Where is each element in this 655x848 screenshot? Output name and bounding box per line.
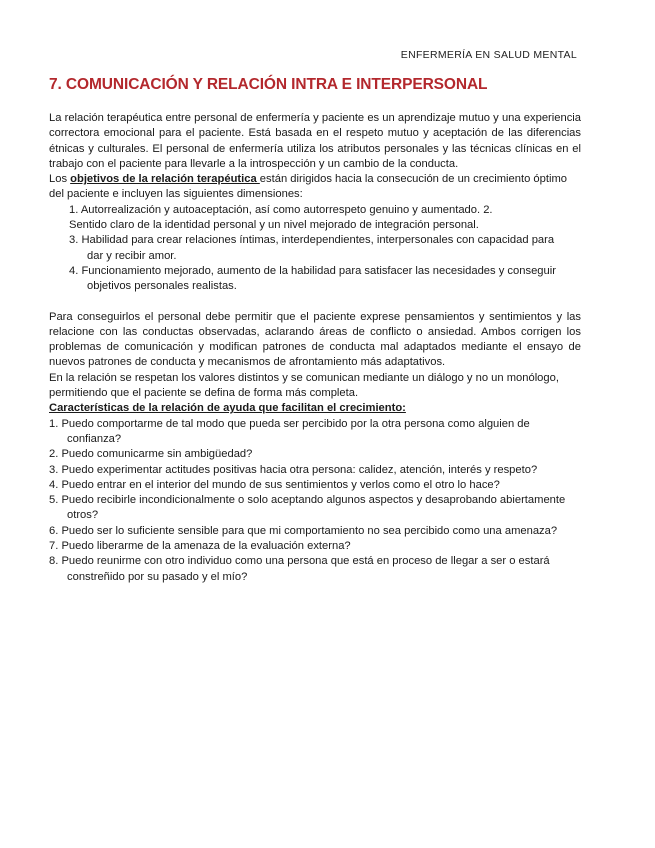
- objectives-suffix: están dirigidos hacia la consecución de un crecimiento óptimo del paciente e incluyen las siguientes dimensiones:: [49, 173, 568, 201]
- objectives-prefix: Los: [49, 173, 71, 186]
- intro-paragraph: La relación terapéutica entre personal de enfermería y paciente es un aprendizaje mutuo y una experiencia correctora emocional para el paciente. Está basada en el respeto mutuo y aceptación de las diferencias étnicas y culturales. El personal de enfermería utiliza los atributos personales y las técnicas clínicas en el trabajo con el paciente para llevarle a la introspección y un cambio de la conducta.: [49, 112, 581, 170]
- list-item: 8. Puedo reunirme con otro individuo como una persona que está en proceso de llegar a ser o estará constreñido por su pasado y el mío?: [49, 555, 550, 583]
- objective-item-2: Sentido claro de la identidad personal y un nivel mejorado de integración personal.: [69, 219, 479, 232]
- objective-item-4: 4. Funcionamiento mejorado, aumento de la habilidad para satisfacer las necesidades y conseguir objetivos personales realistas.: [69, 264, 556, 293]
- objective-item-3: 3. Habilidad para crear relaciones íntimas, interdependientes, interpersonales con capacidad para dar y recibir amor.: [69, 234, 555, 262]
- paragraph-2: Para conseguirlos el personal debe permitir que el paciente exprese pensamientos y sentimientos y las relacione con las conductas observadas, aclarando áreas de conflicto o ansiedad. Ambos corrigen los problemas de comunicación y modifican patrones de conducta mal adaptados mediante el ensayo de nuevos patrones de conducta y mecanismos de afrontamiento más adaptativos.: [49, 310, 581, 369]
- objectives-paragraph: [49, 172, 581, 203]
- section-title: 7. COMUNICACIÓN Y RELACIÓN INTRA E INTERPERSONAL: [49, 76, 488, 93]
- objectives-term: objetivos de la relación terapéutica: [70, 173, 260, 186]
- characteristics-list: [49, 417, 581, 585]
- objectives-list: [49, 203, 581, 295]
- list-item: 6. Puedo ser lo suficiente sensible para que mi comportamiento no sea percibido como una amenaza?: [49, 524, 558, 537]
- list-item: 7. Puedo liberarme de la amenaza de la evaluación externa?: [49, 540, 351, 553]
- list-item: 3. Puedo experimentar actitudes positivas hacia otra persona: calidez, atención, interés y respeto?: [49, 463, 538, 476]
- list-item: 4. Puedo entrar en el interior del mundo de sus sentimientos y verlos como el otro lo hace?: [49, 478, 500, 491]
- list-item: 5. Puedo recibirle incondicionalmente o solo aceptando algunos aspectos y desaprobando abiertamente otros?: [49, 494, 566, 522]
- list-item: 1. Puedo comportarme de tal modo que pueda ser percibido por la otra persona como alguien de confianza?: [49, 417, 530, 445]
- running-header: ENFERMERÍA EN SALUD MENTAL: [400, 49, 577, 61]
- document-body: [49, 111, 581, 585]
- objective-item-1: 1. Autorrealización y autoaceptación, así como autorrespeto genuino y aumentado. 2.: [69, 203, 493, 216]
- paragraph-3: En la relación se respetan los valores distintos y se comunican mediante un diálogo y no un monólogo, permitiendo que el paciente se defina de forma más completa.: [49, 371, 559, 400]
- list-item: 2. Puedo comunicarme sin ambigüedad?: [49, 448, 253, 461]
- characteristics-heading: Características de la relación de ayuda que facilitan el crecimiento:: [49, 402, 406, 415]
